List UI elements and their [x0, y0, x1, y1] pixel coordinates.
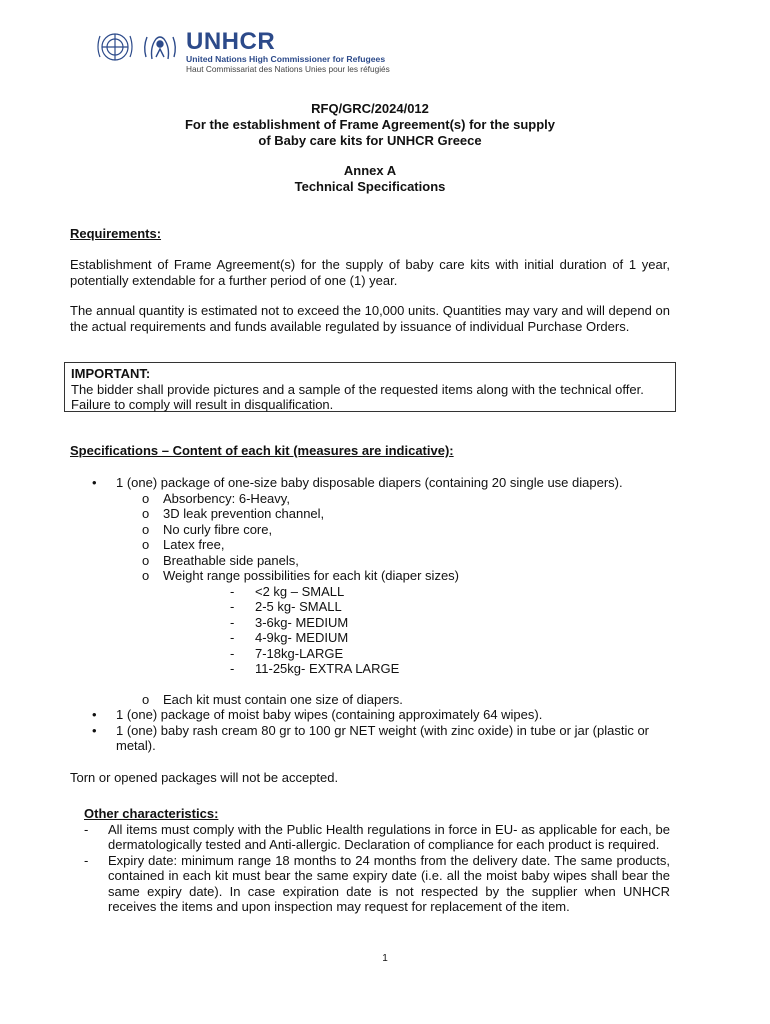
page-number: 1 — [382, 953, 388, 964]
title-line: For the establishment of Frame Agreement(s) for the supply — [184, 117, 556, 132]
list-item: - Expiry date: minimum range 18 months to 24 months from the delivery date. The same products, contained in each kit must bear the same expiry date (i.e. all the moist baby wipes shall bear the same expiry date). In case expiration date is not respected by the supplier when UNHCR receives the items and upon inspection may request for replacement of the item. — [84, 852, 670, 914]
dash-bullet-icon: - — [84, 852, 89, 868]
list-item: o Weight range possibilities for each kit (diaper sizes) — [142, 568, 460, 583]
list-item: o No curly fibre core, — [142, 521, 273, 537]
rfq-number: RFQ/GRC/2024/012 — [311, 101, 429, 116]
list-item: o 3D leak prevention channel, — [142, 506, 325, 521]
circle-bullet-icon: o — [142, 691, 150, 707]
brand-subtitle-en: United Nations High Commissioner for Refugees — [186, 54, 386, 64]
un-emblem-icon — [94, 27, 182, 69]
circle-bullet-icon: o — [142, 568, 150, 583]
list-item: - 3-6kg- MEDIUM — [230, 614, 349, 630]
dash-bullet-icon: - — [230, 583, 235, 599]
circle-bullet-icon: o — [142, 521, 150, 537]
list-item: o Breathable side panels, — [142, 552, 299, 568]
list-item: • 1 (one) package of moist baby wipes (containing approximately 64 wipes). — [92, 707, 543, 722]
list-item: o Each kit must contain one size of diapers. — [142, 691, 403, 707]
brand-name: UNHCR — [186, 28, 276, 55]
diaper-sizes-list — [70, 584, 670, 677]
brand-subtitle-fr: Haut Commissariat des Nations Unies pour les réfugiés — [186, 64, 390, 74]
title-line: of Baby care kits for UNHCR Greece — [258, 133, 482, 148]
list-item: - 7-18kg-LARGE — [230, 645, 344, 661]
bullet-icon: • — [92, 707, 97, 722]
circle-bullet-icon: o — [142, 537, 150, 552]
requirements-section — [70, 226, 670, 241]
circle-bullet-icon: o — [142, 506, 150, 521]
dash-bullet-icon: - — [84, 821, 89, 837]
circle-bullet-icon: o — [142, 552, 150, 568]
requirements-heading: Requirements: — [70, 226, 162, 241]
specifications-list — [70, 475, 670, 754]
list-item: - 4-9kg- MEDIUM — [230, 630, 349, 645]
unhcr-logo — [94, 27, 414, 74]
list-item: - 11-25kg- EXTRA LARGE — [230, 661, 400, 676]
list-item: o Absorbency: 6-Heavy, — [142, 490, 290, 506]
dash-bullet-icon: - — [230, 645, 235, 661]
torn-packages-note: Torn or opened packages will not be accepted. — [70, 770, 339, 785]
requirements-para-2 — [70, 303, 670, 334]
bullet-icon: • — [92, 722, 97, 738]
list-item: - 2-5 kg- SMALL — [230, 599, 342, 614]
specifications-section — [70, 443, 670, 458]
dash-bullet-icon: - — [230, 599, 235, 614]
important-label: IMPORTANT: — [71, 366, 151, 381]
list-item: - All items must comply with the Public Health regulations in force in EU- as applicable for each, be dermatologically tested and Anti-allergic. Declaration of compliance for each product is required. — [84, 821, 670, 852]
list-item: - <2 kg – SMALL — [230, 583, 345, 599]
bullet-icon: • — [92, 475, 97, 490]
dash-bullet-icon: - — [230, 630, 235, 645]
dash-bullet-icon: - — [230, 614, 235, 630]
important-text: The bidder shall provide pictures and a sample of the requested items along with the technical offer. Failure to comply will result in disqualification. — [71, 381, 644, 412]
paragraph: Establishment of Frame Agreement(s) for the supply of baby care kits with initial duration of 1 year, potentially extendable for a further period of one (1) year. — [70, 257, 670, 288]
annex-label: Annex A — [343, 163, 397, 178]
paragraph: The annual quantity is estimated not to exceed the 10,000 units. Quantities may vary and will depend on the actual requirements and funds available regulated by issuance of individual Purchase Orders. — [70, 303, 670, 334]
annex-title: Technical Specifications — [294, 179, 446, 194]
list-item: • 1 (one) package of one-size baby disposable diapers (containing 20 single use diapers). — [92, 475, 623, 490]
important-notice-box — [64, 362, 676, 412]
list-item: • 1 (one) baby rash cream 80 gr to 100 gr NET weight (with zinc oxide) in tube or jar (plastic or metal). — [92, 722, 649, 753]
specifications-heading: Specifications – Content of each kit (measures are indicative): — [70, 443, 454, 458]
other-characteristics-section — [84, 806, 670, 915]
document-title — [70, 101, 670, 195]
list-item: o Latex free, — [142, 537, 225, 552]
dash-bullet-icon: - — [230, 661, 235, 676]
other-characteristics-heading: Other characteristics: — [84, 806, 219, 821]
circle-bullet-icon: o — [142, 490, 150, 506]
diaper-features-list — [70, 491, 670, 584]
requirements-para-1 — [70, 257, 670, 288]
